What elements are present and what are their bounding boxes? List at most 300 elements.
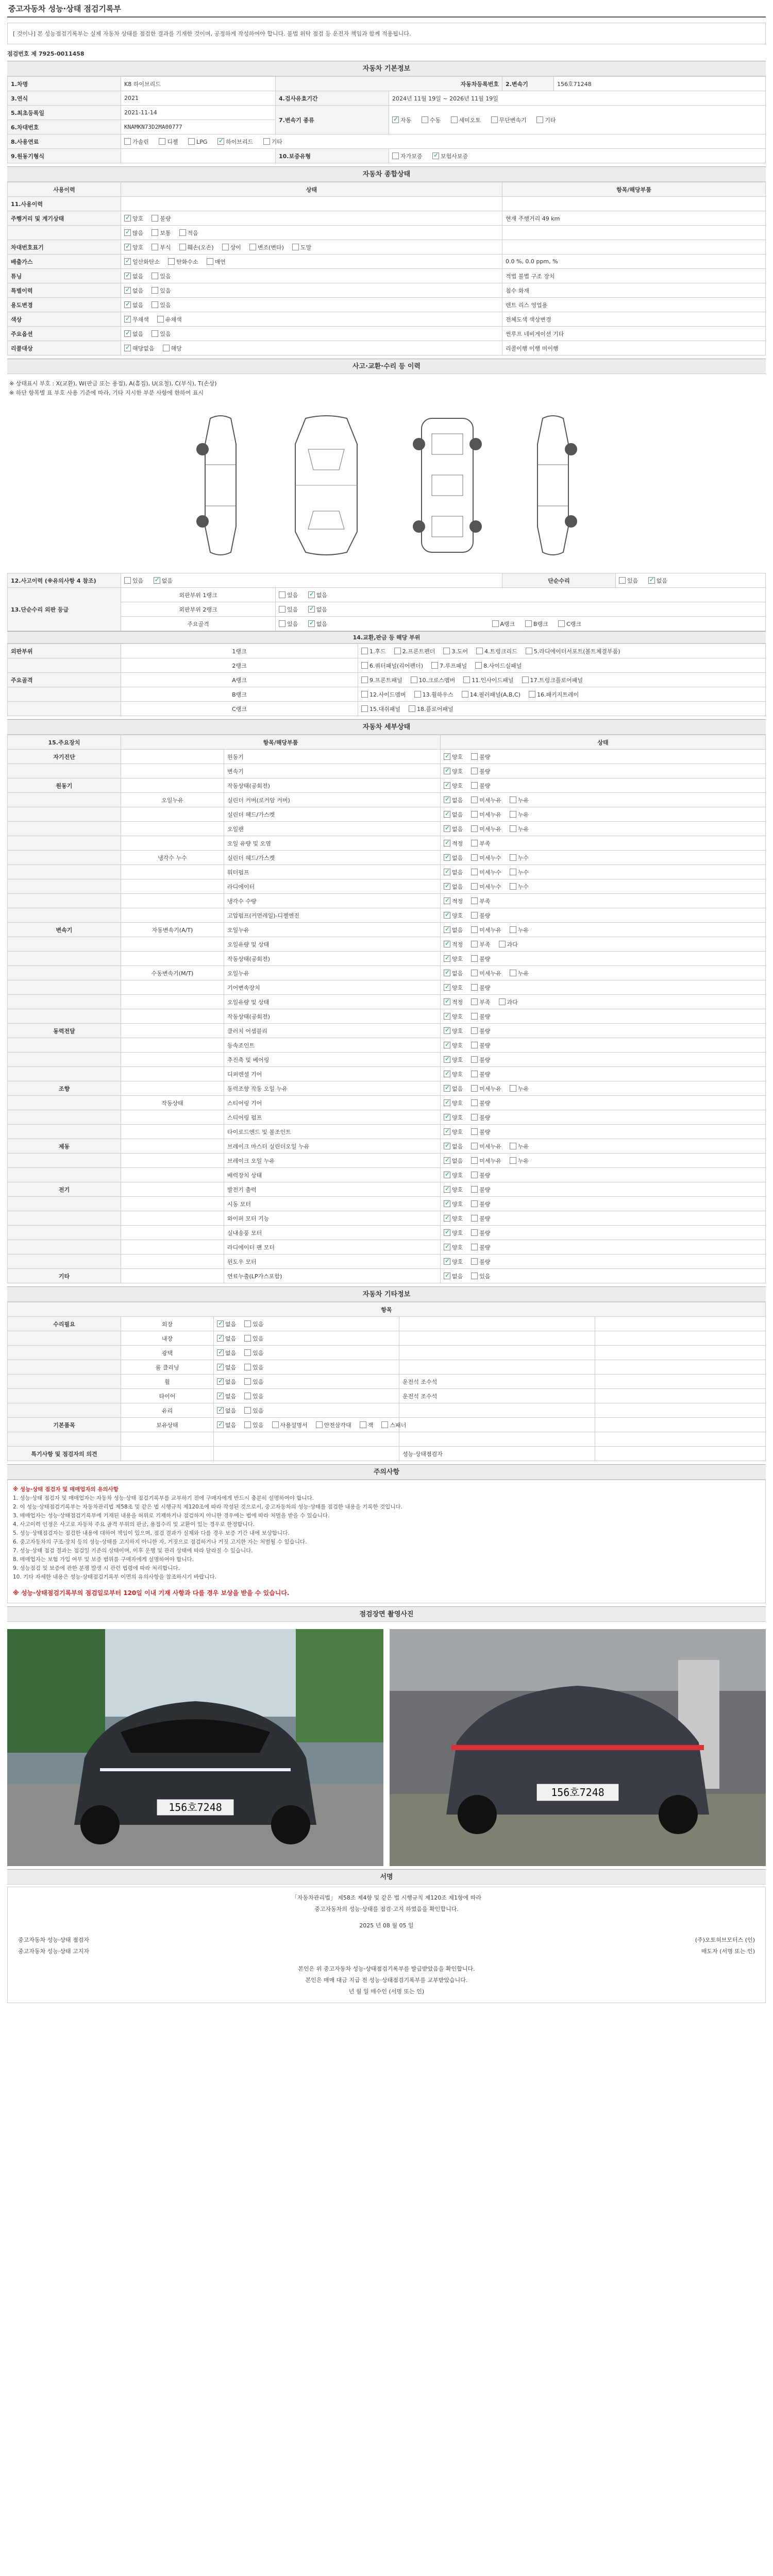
option-label: 불량: [479, 912, 491, 919]
checkbox-icon[interactable]: [124, 273, 131, 279]
detail-subgroup: [121, 807, 224, 822]
detail-row: [8, 1081, 766, 1096]
checkbox-icon[interactable]: [471, 1143, 478, 1149]
checkbox-icon[interactable]: [471, 1273, 478, 1279]
detail-item: 냉각수 수량: [224, 894, 441, 908]
checkbox-icon[interactable]: [471, 811, 478, 818]
checkbox-icon[interactable]: [444, 984, 450, 991]
checkbox-icon[interactable]: [471, 1258, 478, 1265]
exchange-group: [8, 658, 121, 673]
detail-item: 라디에이터: [224, 879, 441, 894]
checkbox-icon[interactable]: [444, 1229, 450, 1236]
checkbox-icon[interactable]: [471, 998, 478, 1005]
option-label: 없음: [452, 869, 463, 876]
checkbox-icon[interactable]: [179, 229, 186, 236]
checkbox-icon[interactable]: [510, 926, 516, 933]
detail-group: 기타: [8, 1269, 121, 1283]
checkbox-icon[interactable]: [444, 998, 450, 1005]
checkbox-icon[interactable]: [471, 941, 478, 947]
option-label: 미세누수: [479, 854, 501, 861]
checkbox-icon[interactable]: [409, 705, 415, 712]
checkbox-icon[interactable]: [392, 152, 399, 159]
detail-row: [8, 1154, 766, 1168]
checkbox-icon[interactable]: [471, 854, 478, 861]
option-label: 불량: [479, 1071, 491, 1078]
document-title: 중고자동차 성능·상태 점검기록부: [7, 0, 766, 18]
checkbox-icon[interactable]: [510, 883, 516, 890]
option-label: 미세누유: [479, 796, 501, 804]
detail-state: [441, 851, 766, 865]
checkbox-icon[interactable]: [471, 912, 478, 919]
option-label: 11.인사이드패널: [472, 676, 514, 684]
checkbox-icon[interactable]: [361, 662, 368, 669]
detail-group: [8, 822, 121, 836]
checkbox-icon[interactable]: [244, 1393, 251, 1399]
checkbox-icon[interactable]: [152, 330, 158, 337]
checkbox-icon[interactable]: [510, 1085, 516, 1092]
checkbox-icon[interactable]: [444, 796, 450, 803]
detail-row: [8, 822, 766, 836]
checkbox-icon[interactable]: [558, 620, 565, 627]
basic-info-table: [7, 76, 766, 163]
checkbox-icon[interactable]: [217, 1364, 224, 1370]
checkbox-icon[interactable]: [414, 691, 421, 698]
inspector-signature[interactable]: (주)오토허브모터스 (인): [695, 1937, 755, 1943]
checkbox-icon[interactable]: [444, 912, 450, 919]
detail-subgroup: 수동변속기(M/T): [121, 966, 224, 980]
option-label: 10.크로스멤버: [418, 676, 456, 684]
checkbox-icon[interactable]: [263, 138, 270, 145]
summary-row-note: 침수 화재: [502, 283, 766, 298]
checkbox-icon[interactable]: [292, 244, 299, 250]
summary-row: [8, 197, 766, 211]
option-label: 없음: [452, 1273, 463, 1280]
detail-subgroup: [121, 1154, 224, 1168]
checkbox-icon[interactable]: [124, 258, 131, 265]
checkbox-icon[interactable]: [510, 811, 516, 818]
checkbox-icon[interactable]: [444, 854, 450, 861]
checkbox-icon[interactable]: [217, 1407, 224, 1414]
checkbox-icon[interactable]: [244, 1320, 251, 1327]
checkbox-icon[interactable]: [444, 897, 450, 904]
checkbox-icon[interactable]: [444, 1114, 450, 1121]
checkbox-icon[interactable]: [124, 301, 131, 308]
option-label: 불량: [479, 984, 491, 991]
checkbox-icon[interactable]: [444, 926, 450, 933]
checkbox-icon[interactable]: [471, 1056, 478, 1063]
note-item: 7. 성능·상태 점검 결과는 점검일 기준의 상태이며, 이후 운행 및 관리 상태에 따라 달라질 수 있습니다.: [13, 1548, 253, 1554]
summary-row: [8, 226, 766, 240]
detail-item: 윈도우 모터: [224, 1255, 441, 1269]
checkbox-icon[interactable]: [244, 1407, 251, 1414]
checkbox-icon[interactable]: [471, 1128, 478, 1135]
summary-row-note: 0.0 %, 0.0 ppm, %: [502, 255, 766, 269]
detail-subgroup: [121, 1197, 224, 1211]
checkbox-icon[interactable]: [124, 316, 131, 323]
detail-subgroup: [121, 908, 224, 923]
other-blank: [595, 1432, 766, 1447]
checkbox-icon[interactable]: [471, 955, 478, 962]
checkbox-icon[interactable]: [471, 753, 478, 760]
sig-date: 2025 년 08 월 05 일: [359, 1922, 414, 1929]
checkbox-icon[interactable]: [444, 941, 450, 947]
detail-subgroup: [121, 1255, 224, 1269]
detail-subgroup: [121, 1110, 224, 1125]
checkbox-icon[interactable]: [471, 1114, 478, 1121]
checkbox-icon[interactable]: [471, 1071, 478, 1077]
exchange-rank: A랭크: [121, 673, 358, 687]
other-item: 보유상태: [121, 1418, 214, 1432]
checkbox-icon[interactable]: [207, 258, 213, 265]
checkbox-icon[interactable]: [444, 1244, 450, 1250]
detail-row: [8, 1038, 766, 1053]
checkbox-icon[interactable]: [471, 825, 478, 832]
checkbox-icon[interactable]: [444, 811, 450, 818]
exchange-rank: 2랭크: [121, 658, 358, 673]
checkbox-icon[interactable]: [124, 345, 131, 351]
checkbox-icon[interactable]: [222, 244, 229, 250]
detail-group: [8, 995, 121, 1009]
other-blank: [595, 1331, 766, 1346]
checkbox-icon[interactable]: [163, 345, 170, 351]
checkbox-icon[interactable]: [476, 648, 483, 654]
checkbox-icon[interactable]: [152, 301, 158, 308]
other-blank: [595, 1360, 766, 1375]
checkbox-icon[interactable]: [381, 1421, 388, 1428]
checkbox-icon[interactable]: [444, 753, 450, 760]
summary-row-label: 주요옵션: [8, 327, 121, 341]
checkbox-icon[interactable]: [422, 116, 428, 123]
car-diagram: [7, 403, 766, 573]
checkbox-icon[interactable]: [217, 1320, 224, 1327]
other-item: 외장: [121, 1317, 214, 1331]
checkbox-icon[interactable]: [361, 691, 368, 698]
checkbox-icon[interactable]: [471, 1013, 478, 1020]
checkbox-icon[interactable]: [272, 1421, 279, 1428]
checkbox-icon[interactable]: [244, 1421, 251, 1428]
detail-row: [8, 1211, 766, 1226]
checkbox-icon[interactable]: [510, 796, 516, 803]
detail-subgroup: 자동변속기(A/T): [121, 923, 224, 937]
checkbox-icon[interactable]: [471, 1229, 478, 1236]
detail-group: [8, 1053, 121, 1067]
detail-group: [8, 894, 121, 908]
other-group: [8, 1375, 121, 1389]
detail-item: 와이퍼 모터 기능: [224, 1211, 441, 1226]
checkbox-icon[interactable]: [244, 1349, 251, 1356]
option-label: 탄화수소: [176, 258, 198, 265]
checkbox-icon[interactable]: [510, 1157, 516, 1164]
checkbox-icon[interactable]: [444, 955, 450, 962]
summary-row-note: 적법 불법 구조 장치: [502, 269, 766, 283]
checkbox-icon[interactable]: [361, 648, 368, 654]
other-item: 휠: [121, 1375, 214, 1389]
checkbox-icon[interactable]: [217, 1421, 224, 1428]
option-label: 변조(변타): [257, 244, 284, 251]
checkbox-icon[interactable]: [492, 620, 499, 627]
option-label: 누유: [517, 811, 529, 818]
checkbox-icon[interactable]: [168, 258, 175, 265]
other-group: [8, 1403, 121, 1418]
checkbox-icon[interactable]: [152, 244, 158, 250]
detail-item: 원동기: [224, 750, 441, 764]
other-extra: [399, 1346, 595, 1360]
checkbox-icon[interactable]: [124, 287, 131, 294]
checkbox-icon[interactable]: [444, 883, 450, 890]
checkbox-icon[interactable]: [308, 606, 315, 613]
detail-group: [8, 1067, 121, 1081]
option-label: 적정: [452, 840, 463, 847]
checkbox-icon[interactable]: [471, 1027, 478, 1034]
checkbox-icon[interactable]: [361, 705, 368, 712]
simple-repair-label: 단순수리: [502, 573, 616, 588]
checkbox-icon[interactable]: [471, 1157, 478, 1164]
checkbox-icon[interactable]: [444, 1186, 450, 1193]
option-label: 불량: [479, 1229, 491, 1236]
checkbox-icon[interactable]: [510, 1143, 516, 1149]
checkbox-icon[interactable]: [431, 662, 438, 669]
checkbox-icon[interactable]: [444, 1258, 450, 1265]
checkbox-icon[interactable]: [154, 577, 160, 584]
checkbox-icon[interactable]: [159, 138, 165, 145]
checkbox-icon[interactable]: [499, 998, 506, 1005]
checkbox-icon[interactable]: [522, 676, 529, 683]
checkbox-icon[interactable]: [444, 1200, 450, 1207]
detail-item: 오일 유량 및 오염: [224, 836, 441, 851]
checkbox-icon[interactable]: [279, 620, 285, 627]
other-options: [214, 1389, 399, 1403]
checkbox-icon[interactable]: [510, 854, 516, 861]
checkbox-icon[interactable]: [648, 577, 655, 584]
checkbox-icon[interactable]: [471, 926, 478, 933]
option-label: 적정: [452, 941, 463, 948]
checkbox-icon[interactable]: [152, 215, 158, 222]
detail-row: [8, 1067, 766, 1081]
checkbox-icon[interactable]: [124, 330, 131, 337]
detail-group: [8, 1211, 121, 1226]
checkbox-icon[interactable]: [217, 1335, 224, 1342]
detail-state: [441, 1038, 766, 1053]
option-label: 있음: [253, 1421, 264, 1429]
checkbox-icon[interactable]: [360, 1421, 366, 1428]
checkbox-icon[interactable]: [471, 869, 478, 875]
exchange-row: [8, 687, 766, 702]
checkbox-icon[interactable]: [308, 591, 315, 598]
option-label: 있음: [160, 273, 171, 280]
gear-type-label: 7.변속기 종류: [276, 106, 389, 134]
option-label: 없음: [452, 1085, 463, 1092]
checkbox-icon[interactable]: [444, 768, 450, 774]
checkbox-icon[interactable]: [444, 970, 450, 976]
checkbox-icon[interactable]: [392, 116, 399, 123]
detail-group: [8, 865, 121, 879]
detail-subgroup: [121, 1081, 224, 1096]
checkbox-icon[interactable]: [443, 648, 450, 654]
checkbox-icon[interactable]: [475, 662, 482, 669]
option-label: 있음: [160, 287, 171, 294]
inspection-value: 156호71248: [554, 77, 766, 91]
option-label: 양호: [132, 244, 144, 251]
note-item: 4. 사고이력 인정은 사고로 자동차 주요 골격 부위의 판금, 용접수리 및 교환이 있는 경우로 한정합니다.: [13, 1521, 255, 1528]
checkbox-icon[interactable]: [308, 620, 315, 627]
summary-row-options: [121, 211, 502, 226]
detail-state: [441, 952, 766, 966]
option-label: 2.프론트펜더: [402, 648, 435, 655]
option-label: 누유: [517, 1143, 529, 1150]
checkbox-icon[interactable]: [217, 1393, 224, 1399]
checkbox-icon[interactable]: [444, 1056, 450, 1063]
checkbox-icon[interactable]: [444, 1085, 450, 1092]
detail-item: 기어변속장치: [224, 980, 441, 995]
summary-row: [8, 312, 766, 327]
checkbox-icon[interactable]: [217, 1349, 224, 1356]
checkbox-icon[interactable]: [432, 152, 439, 159]
checkbox-icon[interactable]: [462, 691, 468, 698]
checkbox-icon[interactable]: [471, 782, 478, 789]
checkbox-icon[interactable]: [444, 1172, 450, 1178]
option-label: 불량: [479, 782, 491, 789]
option-label: 8.사이드실패널: [483, 662, 522, 669]
checkbox-icon[interactable]: [361, 676, 368, 683]
detail-state: [441, 1269, 766, 1283]
checkbox-icon[interactable]: [444, 869, 450, 875]
buyer-signature[interactable]: 년 월 일 매수인 (서명 또는 인): [348, 1988, 425, 1995]
checkbox-icon[interactable]: [510, 869, 516, 875]
detail-item: 연료누출(LP가스포함): [224, 1269, 441, 1283]
checkbox-icon[interactable]: [279, 591, 285, 598]
checkbox-icon[interactable]: [124, 215, 131, 222]
option-label: 없음: [225, 1349, 237, 1357]
checkbox-icon[interactable]: [471, 768, 478, 774]
detail-item: 오일누유: [224, 923, 441, 937]
checkbox-icon[interactable]: [444, 825, 450, 832]
detail-subgroup: [121, 1139, 224, 1154]
other-group: 기본품목: [8, 1418, 121, 1432]
checkbox-icon[interactable]: [249, 244, 256, 250]
option-label: 도말: [300, 244, 312, 251]
checkbox-icon[interactable]: [244, 1364, 251, 1370]
checkbox-icon[interactable]: [529, 691, 535, 698]
other-extra: 운전석 조수석: [399, 1389, 595, 1403]
checkbox-icon[interactable]: [124, 229, 131, 236]
detail-row: [8, 1240, 766, 1255]
option-label: 4.트렁크리드: [484, 648, 517, 655]
checkbox-icon[interactable]: [444, 840, 450, 846]
option-label: 미세누수: [479, 883, 501, 890]
detail-group: [8, 1096, 121, 1110]
checkbox-icon[interactable]: [444, 782, 450, 789]
checkbox-icon[interactable]: [217, 138, 224, 145]
checkbox-icon[interactable]: [471, 1244, 478, 1250]
option-label: 불량: [479, 1027, 491, 1035]
checkbox-icon[interactable]: [499, 941, 506, 947]
checkbox-icon[interactable]: [471, 840, 478, 846]
checkbox-icon[interactable]: [444, 1143, 450, 1149]
checkbox-icon[interactable]: [471, 1099, 478, 1106]
option-label: 누유: [517, 1157, 529, 1164]
checkbox-icon[interactable]: [471, 1042, 478, 1048]
other-extra: 운전석 조수석: [399, 1375, 595, 1389]
checkbox-icon[interactable]: [444, 1273, 450, 1279]
checkbox-icon[interactable]: [188, 138, 195, 145]
checkbox-icon[interactable]: [471, 970, 478, 976]
checkbox-icon[interactable]: [444, 1099, 450, 1106]
checkbox-icon[interactable]: [444, 1071, 450, 1077]
option-label: 14.필러패널(A,B,C): [469, 691, 520, 698]
checkbox-icon[interactable]: [471, 883, 478, 890]
other-group: 특기사항 및 점검자의 의견: [8, 1447, 121, 1461]
detail-row: [8, 894, 766, 908]
checkbox-icon[interactable]: [510, 825, 516, 832]
summary-row-options: [121, 312, 502, 327]
checkbox-icon[interactable]: [444, 1042, 450, 1048]
checkbox-icon[interactable]: [471, 1085, 478, 1092]
checkbox-icon[interactable]: [619, 577, 626, 584]
detail-group: [8, 851, 121, 865]
checkbox-icon[interactable]: [244, 1335, 251, 1342]
checkbox-icon[interactable]: [526, 648, 532, 654]
option-label: 있음: [253, 1320, 264, 1328]
checkbox-icon[interactable]: [124, 244, 131, 250]
checkbox-icon[interactable]: [179, 244, 186, 250]
checkbox-icon[interactable]: [244, 1378, 251, 1385]
detail-group: [8, 1197, 121, 1211]
summary-row-label: 주행거리 및 계기상태: [8, 211, 121, 226]
checkbox-icon[interactable]: [536, 116, 543, 123]
checkbox-icon[interactable]: [411, 676, 417, 683]
checkbox-icon[interactable]: [279, 606, 285, 613]
checkbox-icon[interactable]: [471, 796, 478, 803]
option-label: 12.사이드멤버: [369, 691, 406, 698]
photo-row: [7, 1629, 766, 1866]
detail-row: [8, 778, 766, 793]
checkbox-icon[interactable]: [471, 984, 478, 991]
checkbox-icon[interactable]: [463, 676, 470, 683]
detail-state: [441, 1182, 766, 1197]
serial-number: [7, 49, 766, 58]
checkbox-icon[interactable]: [471, 1186, 478, 1193]
checkbox-icon[interactable]: [471, 897, 478, 904]
checkbox-icon[interactable]: [444, 1013, 450, 1020]
checkbox-icon[interactable]: [444, 1157, 450, 1164]
checkbox-icon[interactable]: [471, 1172, 478, 1178]
option-label: 미세누유: [479, 926, 501, 934]
checkbox-icon[interactable]: [525, 620, 532, 627]
checkbox-icon[interactable]: [316, 1421, 323, 1428]
checkbox-icon[interactable]: [471, 1215, 478, 1222]
checkbox-icon[interactable]: [124, 577, 131, 584]
checkbox-icon[interactable]: [157, 316, 164, 323]
checkbox-icon[interactable]: [152, 287, 158, 294]
other-row: [8, 1389, 766, 1403]
checkbox-icon[interactable]: [444, 1027, 450, 1034]
checkbox-icon[interactable]: [471, 1200, 478, 1207]
checkbox-icon[interactable]: [394, 648, 401, 654]
checkbox-icon[interactable]: [152, 273, 158, 279]
checkbox-icon[interactable]: [510, 970, 516, 976]
checkbox-icon[interactable]: [444, 1215, 450, 1222]
checkbox-icon[interactable]: [491, 116, 498, 123]
checkbox-icon[interactable]: [124, 138, 131, 145]
detail-item: 디퍼렌셜 기어: [224, 1067, 441, 1081]
fuel-label: 8.사용연료: [8, 134, 121, 149]
dealer-signature[interactable]: 매도자 (서명 또는 인): [701, 1948, 755, 1955]
checkbox-icon[interactable]: [451, 116, 458, 123]
checkbox-icon[interactable]: [444, 1128, 450, 1135]
option-label: 양호: [452, 1244, 463, 1251]
checkbox-icon[interactable]: [152, 229, 158, 236]
checkbox-icon[interactable]: [217, 1378, 224, 1385]
